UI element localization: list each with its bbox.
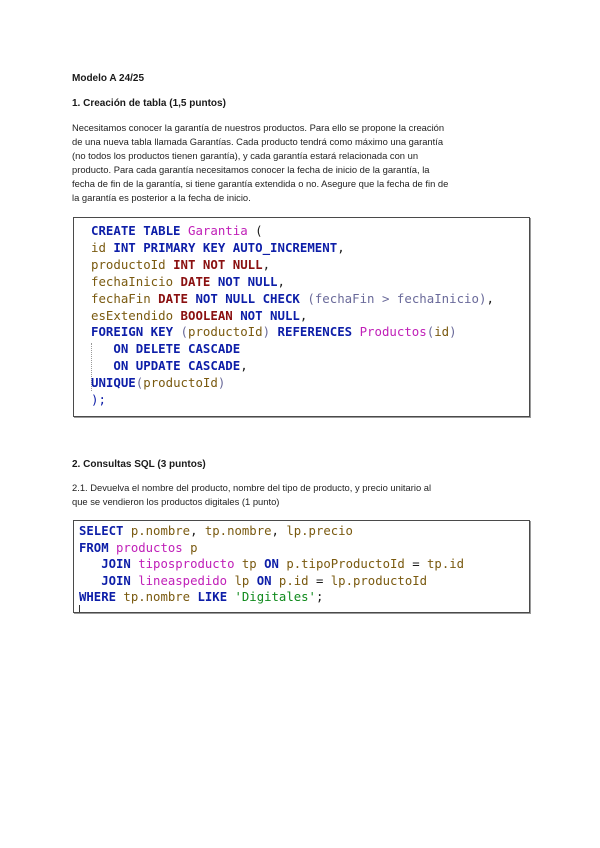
code-block-create-table[interactable] xyxy=(73,217,530,417)
code-line: SELECT p.nombre, tp.nombre, lp.precio xyxy=(79,524,353,538)
para-line: la garantía es posterior a la fecha de inicio. xyxy=(72,192,251,203)
code-line: JOIN lineaspedido lp ON p.id = lp.productoId xyxy=(101,573,428,588)
para-line: (no todos los productos tienen garantía), y cada garantía estará relacionada con un xyxy=(72,150,419,161)
code-line: productoId INT NOT NULL, xyxy=(91,256,271,272)
code-line: FOREIGN KEY (productoId) REFERENCES Productos(id) xyxy=(91,324,457,340)
para-line: Necesitamos conocer la garantía de nuestros productos. Para ello se propone la creación xyxy=(72,122,445,133)
para-line: producto. Para cada garantía necesitamos conocer la fecha de inicio de la garantía, la xyxy=(72,164,430,175)
section2-heading: 2. Consultas SQL (3 puntos) xyxy=(72,459,206,470)
para-line: que se vendieron los productos digitales (1 punto) xyxy=(72,496,280,507)
code-line: CREATE TABLE Garantia ( xyxy=(91,223,263,238)
section2-subquestion xyxy=(72,481,528,509)
code-line: FROM productos p xyxy=(79,540,198,555)
code-line: fechaInicio DATE NOT NULL, xyxy=(91,273,285,289)
code-line: JOIN tiposproducto tp ON p.tipoProductoId = tp.id xyxy=(101,557,465,571)
sql-code-select xyxy=(79,523,464,606)
code-line: WHERE tp.nombre LIKE 'Digitales'; xyxy=(79,590,324,604)
section1-paragraph xyxy=(72,121,528,205)
code-line: ON DELETE CASCADE xyxy=(113,341,241,357)
sql-code-create xyxy=(91,223,494,409)
code-line: esExtendido BOOLEAN NOT NULL, xyxy=(91,307,308,323)
code-line: ON UPDATE CASCADE, xyxy=(113,358,248,374)
code-line: fechaFin DATE NOT NULL CHECK (fechaFin > fechaInicio), xyxy=(91,290,494,306)
document-title: Modelo A 24/25 xyxy=(72,73,145,84)
section1-heading: 1. Creación de tabla (1,5 puntos) xyxy=(72,98,226,109)
text-cursor xyxy=(79,605,80,612)
code-line: UNIQUE(productoId) xyxy=(91,375,226,391)
para-line: de una nueva tabla llamada Garantías. Cada producto tendrá como máximo una garantía xyxy=(72,136,444,147)
code-line: id INT PRIMARY KEY AUTO_INCREMENT, xyxy=(91,239,345,255)
code-block-select-query[interactable] xyxy=(73,520,530,613)
para-line: 2.1. Devuelva el nombre del producto, nombre del tipo de producto, y precio unitario al xyxy=(72,482,432,493)
code-line: ); xyxy=(91,392,106,408)
para-line: fecha de fin de la garantía, si tiene garantía extendida o no. Asegure que la fecha de fin de xyxy=(72,178,449,189)
